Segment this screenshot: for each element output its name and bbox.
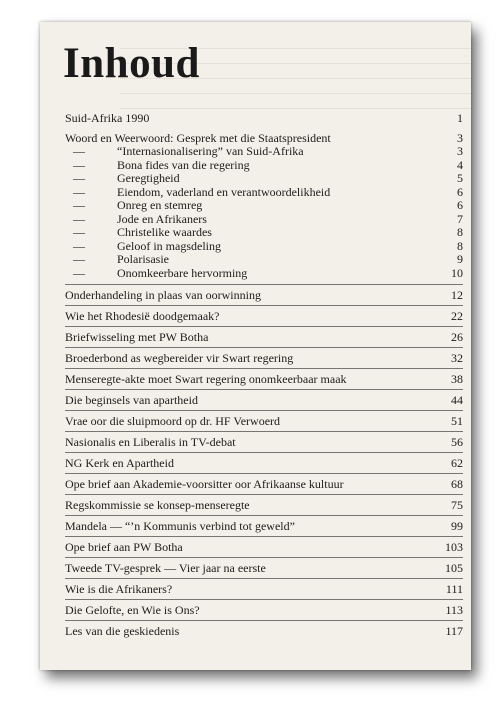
toc-subentry-title: — Geregtigheid [65, 172, 180, 186]
toc-entry-title: Vrae oor die sluipmoord op dr. HF Verwoerd [65, 414, 281, 428]
toc-entry [65, 621, 463, 641]
toc-subentry [65, 199, 463, 213]
toc-entry-title: Wie het Rhodesië doodgemaak? [65, 309, 220, 323]
toc-subentry-title: — Jode en Afrikaners [65, 213, 207, 227]
toc-entry-page: 26 [451, 330, 463, 344]
toc-subentry [65, 159, 463, 173]
toc-entry [65, 516, 463, 536]
book-page [40, 22, 471, 670]
toc-entry-title: Menseregte-akte moet Swart regering onomkeerbaar maak [65, 372, 347, 386]
toc-entry [65, 600, 463, 620]
toc-entry-title: NG Kerk en Apartheid [65, 456, 174, 470]
toc-subentry-page: 8 [457, 238, 463, 253]
toc-entry-page: 51 [451, 414, 463, 428]
toc-subentry-page: 5 [457, 171, 463, 185]
toc-subentry-page: 3 [457, 144, 463, 158]
toc-subentry-page: 8 [457, 225, 463, 239]
toc-entry-page: 113 [445, 603, 463, 617]
toc-entry [65, 132, 463, 146]
toc-subentry-page: 9 [457, 252, 463, 266]
toc-entry-page: 103 [445, 540, 463, 554]
toc-entry-title: Wie is die Afrikaners? [65, 582, 173, 596]
toc-subentry-title: — Polarisasie [65, 253, 169, 267]
toc-entry-page: 12 [451, 288, 463, 302]
toc-entry-page: 68 [451, 477, 463, 491]
toc-subentry [65, 267, 463, 281]
toc-subentry-page: 10 [451, 265, 463, 280]
toc-entry [65, 537, 463, 557]
toc-entry [65, 474, 463, 494]
toc-entry [65, 285, 463, 305]
toc-entry [65, 453, 463, 473]
toc-entry-title: Die Gelofte, en Wie is Ons? [65, 603, 200, 617]
toc-entry [65, 411, 463, 431]
toc-entry-title: Suid-Afrika 1990 [65, 111, 150, 125]
toc-entry [65, 348, 463, 368]
toc-entry-title: Ope brief aan PW Botha [65, 540, 183, 554]
toc-entry-title: Nasionalis en Liberalis in TV-debat [65, 435, 236, 449]
toc-subentry-title: — Onreg en stemreg [65, 199, 202, 213]
toc-subentry-title: — Geloof in magsdeling [65, 240, 221, 254]
toc-entry-page: 44 [451, 393, 463, 407]
toc-subentry [65, 172, 463, 186]
toc-entry-page: 56 [451, 435, 463, 449]
toc-entry-title: Ope brief aan Akademie-voorsitter oor Afrikaanse kultuur [65, 477, 344, 491]
toc-subentry-page: 4 [457, 157, 463, 172]
toc-subentry-title: — Bona fides van die regering [65, 159, 250, 173]
table-of-contents [65, 112, 463, 641]
toc-entry [65, 390, 463, 410]
toc-entry-page: 105 [445, 561, 463, 575]
toc-subentry [65, 145, 463, 159]
toc-entry-title: Regskommissie se konsep-menseregte [65, 498, 250, 512]
toc-entry [65, 112, 463, 126]
toc-entry [65, 369, 463, 389]
toc-subentry-page: 6 [457, 198, 463, 212]
toc-entry-title: Briefwisseling met PW Botha [65, 330, 209, 344]
toc-subentry [65, 213, 463, 227]
toc-entry-page: 3 [457, 130, 463, 145]
page-title: Inhoud [63, 40, 200, 87]
toc-entry-page: 62 [451, 456, 463, 470]
toc-entry [65, 579, 463, 599]
toc-entry-page: 117 [445, 624, 463, 638]
toc-entry-title: Die beginsels van apartheid [65, 393, 198, 407]
toc-entry-title: Broederbond as wegbereider vir Swart regering [65, 351, 294, 365]
toc-entry-title: Les van die geskiedenis [65, 624, 180, 638]
toc-entry-page: 1 [457, 111, 463, 125]
toc-entry [65, 327, 463, 347]
toc-subentry-title: — Christelike waardes [65, 226, 212, 240]
toc-entry-title: Mandela — “’n Kommunis verbind tot geweld” [65, 519, 295, 533]
toc-entry-page: 22 [451, 309, 463, 323]
toc-entry [65, 495, 463, 515]
toc-entry [65, 306, 463, 326]
toc-subentry-page: 7 [457, 211, 463, 226]
toc-subentry-title: — Eiendom, vaderland en verantwoordelikheid [65, 186, 330, 200]
toc-subentry [65, 253, 463, 267]
toc-entry-page: 38 [451, 372, 463, 386]
toc-entry-page: 111 [445, 582, 463, 596]
toc-entry [65, 432, 463, 452]
toc-subentry [65, 226, 463, 240]
toc-entry-page: 99 [451, 519, 463, 533]
toc-subentry [65, 186, 463, 200]
toc-entry [65, 558, 463, 578]
toc-entry-title: Tweede TV-gesprek — Vier jaar na eerste [65, 561, 266, 575]
toc-entry-title: Onderhandeling in plaas van oorwinning [65, 288, 261, 302]
toc-entry-page: 32 [451, 351, 463, 365]
toc-subentry-page: 6 [457, 184, 463, 199]
toc-subentry [65, 240, 463, 254]
toc-subentry-title: — “Internasionalisering” van Suid-Afrika [65, 145, 304, 159]
toc-entry-title: Woord en Weerwoord: Gesprek met die Staatspresident [65, 130, 331, 145]
toc-subentry-title: — Onomkeerbare hervorming [65, 267, 247, 281]
toc-entry-page: 75 [451, 498, 463, 512]
